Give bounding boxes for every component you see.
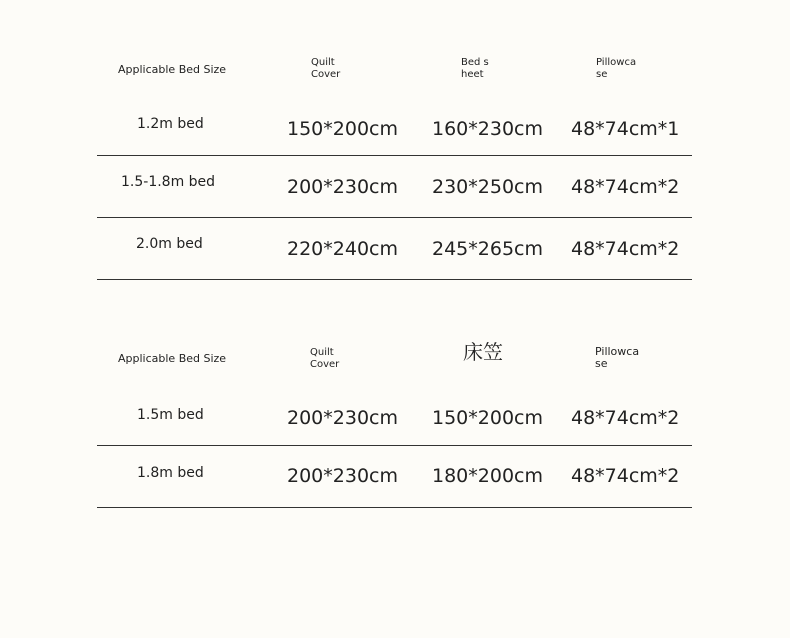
table-row — [97, 96, 692, 156]
fitted-sheet-cell: 150*200cm — [432, 407, 543, 429]
header-quilt-cover: Quilt Cover — [311, 57, 341, 80]
bed-size-cell: 1.8m bed — [137, 465, 204, 481]
pillowcase-cell: 48*74cm*2 — [571, 465, 680, 487]
header-pillowcase: Pillowcase — [595, 345, 640, 370]
quilt-cover-cell: 200*230cm — [287, 407, 398, 429]
bedding-size-table-2 — [97, 338, 692, 508]
quilt-cover-cell: 220*240cm — [287, 238, 398, 260]
bed-sheet-cell: 230*250cm — [432, 176, 543, 198]
pillowcase-cell: 48*74cm*2 — [571, 407, 680, 429]
pillowcase-cell: 48*74cm*2 — [571, 238, 680, 260]
fitted-sheet-cell: 180*200cm — [432, 465, 543, 487]
bed-size-cell: 1.2m bed — [137, 116, 204, 132]
table-row — [97, 218, 692, 280]
bed-size-cell: 1.5m bed — [137, 407, 204, 423]
header-pillowcase: Pillowcase — [596, 57, 637, 80]
header-bed-size: Applicable Bed Size — [118, 63, 227, 76]
bed-size-cell: 1.5-1.8m bed — [121, 174, 216, 190]
bedding-size-table-1 — [97, 48, 692, 280]
quilt-cover-cell: 200*230cm — [287, 176, 398, 198]
quilt-cover-cell: 200*230cm — [287, 465, 398, 487]
pillowcase-cell: 48*74cm*1 — [571, 118, 680, 140]
table-row — [97, 156, 692, 218]
bed-sheet-cell: 245*265cm — [432, 238, 543, 260]
pillowcase-cell: 48*74cm*2 — [571, 176, 680, 198]
bed-size-cell: 2.0m bed — [136, 236, 203, 252]
header-bed-size: Applicable Bed Size — [118, 352, 227, 365]
header-fitted-sheet: 床笠 — [463, 340, 503, 364]
table-header — [97, 48, 692, 96]
quilt-cover-cell: 150*200cm — [287, 118, 398, 140]
header-bed-sheet: Bed sheet — [461, 57, 489, 80]
table-header — [97, 338, 692, 388]
header-quilt-cover: Quilt Cover — [310, 347, 340, 370]
table-row — [97, 388, 692, 446]
bed-sheet-cell: 160*230cm — [432, 118, 543, 140]
table-row — [97, 446, 692, 508]
